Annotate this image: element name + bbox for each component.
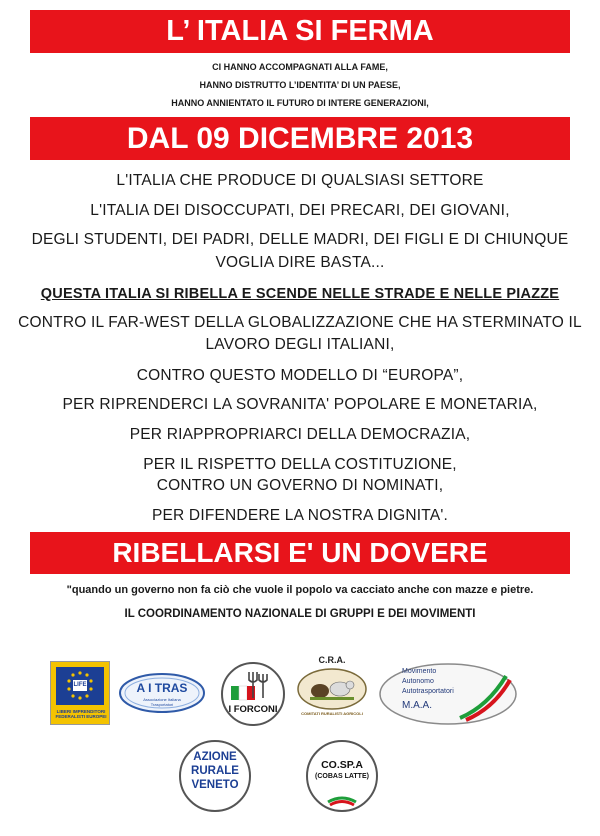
- body-line: CONTRO QUESTO MODELLO DI “EUROPA”,: [136, 367, 464, 384]
- date-banner: DAL 09 DICEMBRE 2013: [30, 117, 570, 160]
- pitchfork-icon: [223, 668, 283, 708]
- cra-logo: C.R.A. COMITATI RURALISTI AGRICOLI: [296, 655, 368, 719]
- body-line: PER IL RISPETTO DELLA COSTITUZIONE,: [143, 456, 457, 473]
- rebellion-heading: QUESTA ITALIA SI RIBELLA E SCENDE NELLE STRADE E NELLE PIAZZE: [40, 286, 560, 302]
- farm-animals-icon: [296, 667, 368, 717]
- body-line: CONTRO UN GOVERNO DI NOMINATI,: [156, 477, 444, 494]
- life-logo: [50, 661, 110, 725]
- cospa-logo: CO.SP.A (COBAS LATTE): [306, 740, 378, 812]
- azione-rurale-veneto-logo: AZIONE RURALE VENETO: [179, 740, 251, 812]
- quote-text: "quando un governo non fa ciò che vuole il popolo va cacciato anche con mazze e pietre.: [66, 584, 534, 596]
- maa-logo: Movimento Autonomo Autotrasportatori M.A.A.: [378, 662, 518, 726]
- body-line: DEGLI STUDENTI, DEI PADRI, DELLE MADRI, DEI FIGLI E DI CHIUNQUE: [31, 231, 569, 248]
- forconi-logo: I FORCONI: [221, 662, 285, 726]
- body-line: PER RIAPPROPRIARCI DELLA DEMOCRAZIA,: [129, 426, 471, 443]
- body-line: CONTRO IL FAR-WEST DELLA GLOBALIZZAZIONE CHE HA STERMINATO IL: [18, 314, 582, 331]
- body-line: L'ITALIA DEI DISOCCUPATI, DEI PRECARI, DEI GIOVANI,: [90, 202, 510, 219]
- intro-line: HANNO DISTRUTTO L’IDENTITA’ DI UN PAESE,: [199, 80, 401, 90]
- body-line: L'ITALIA CHE PRODUCE DI QUALSIASI SETTORE: [116, 172, 484, 189]
- body-line: LAVORO DEGLI ITALIANI,: [205, 336, 395, 353]
- intro-line: HANNO ANNIENTATO IL FUTURO DI INTERE GENERAZIONI,: [171, 98, 429, 108]
- coordination-text: IL COORDINAMENTO NAZIONALE DI GRUPPI E DEI MOVIMENTI: [124, 608, 476, 620]
- aitras-logo: A I TRAS Associazione Italiana Trasportatori: [118, 671, 206, 715]
- intro-line: CI HANNO ACCOMPAGNATI ALLA FAME,: [212, 62, 388, 72]
- title-banner: L’ ITALIA SI FERMA: [30, 10, 570, 53]
- body-line: PER DIFENDERE LA NOSTRA DIGNITA'.: [151, 507, 449, 524]
- body-line: VOGLIA DIRE BASTA...: [215, 254, 385, 271]
- slogan-banner: RIBELLARSI E' UN DOVERE: [30, 532, 570, 574]
- eu-flag-icon: LIFE: [56, 667, 104, 705]
- body-line: PER RIPRENDERCI LA SOVRANITA' POPOLARE E MONETARIA,: [62, 396, 538, 413]
- tricolor-swoosh-icon: [308, 784, 376, 808]
- life-caption: LIBERI IMPRENDITORI FEDERALISTI EUROPEI: [55, 709, 107, 719]
